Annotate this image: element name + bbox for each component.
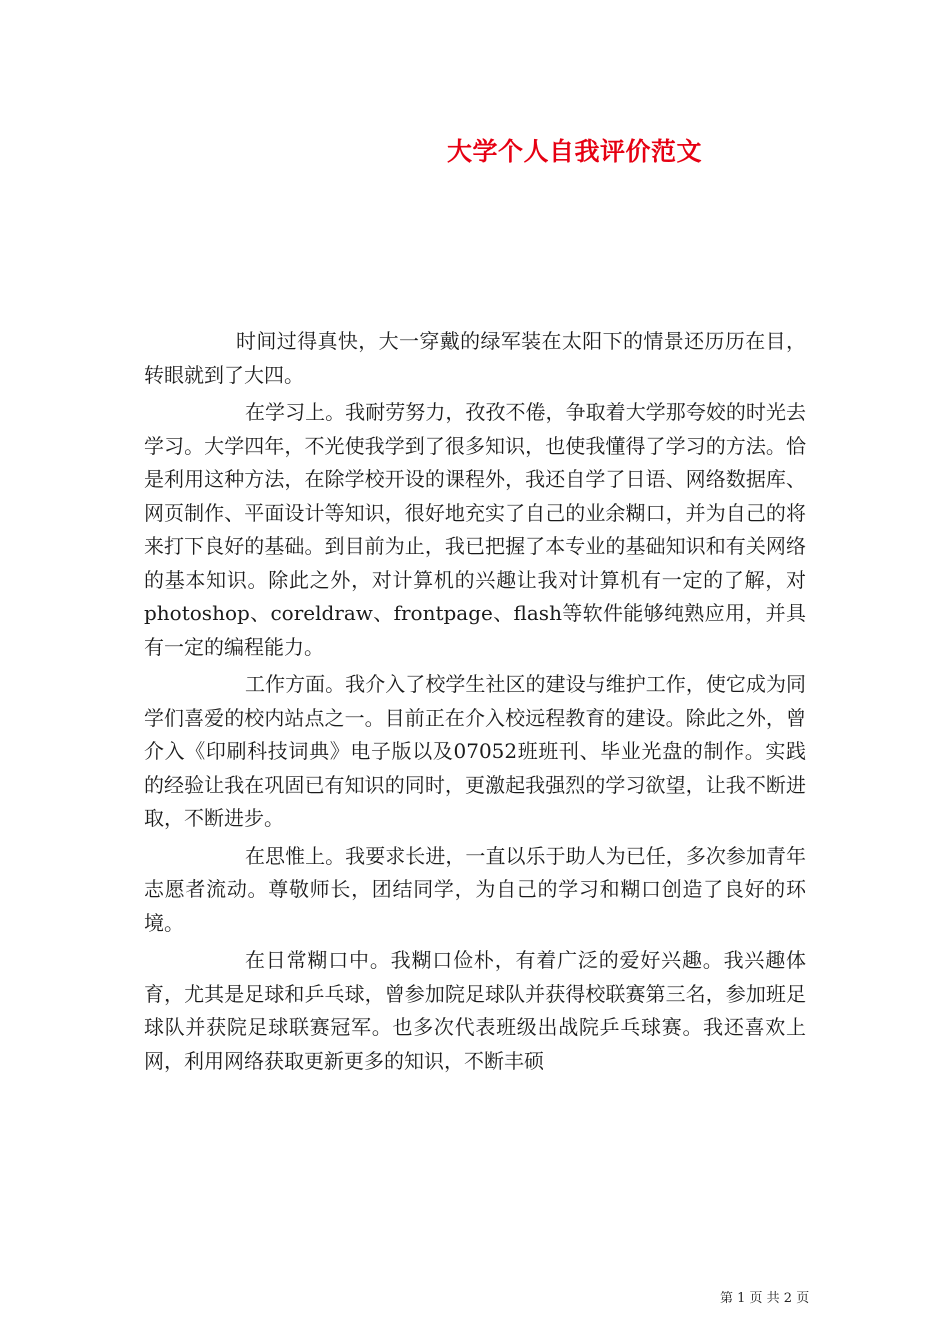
page-number-footer: 第 1 页 共 2 页 (720, 1291, 810, 1306)
paragraph-thought: 在思惟上。我要求长进，一直以乐于助人为已任，多次参加青年志愿者流动。尊敬师长，团结同学，为自己的学习和糊口创造了良好的环境。 (144, 843, 806, 935)
paragraph-work: 工作方面。我介入了校学生社区的建设与维护工作，使它成为同学们喜爱的校内站点之一。目前正在介入校远程教育的建设。除此之外，曾介入《印刷科技词典》电子版以及07052班班刊、毕业光盘的制作。实践的经验让我在巩固已有知识的同时，更激起我强烈的学习欲望，让我不断进取，不断进步。 (144, 672, 806, 830)
document-body (144, 325, 806, 1078)
paragraph-study: 在学习上。我耐劳努力，孜孜不倦，争取着大学那夸姣的时光去学习。大学四年，不光使我学到了很多知识，也使我懂得了学习的方法。恰是利用这种方法，在除学校开设的课程外，我还自学了日语、网络数据库、网页制作、平面设计等知识，很好地充实了自己的业余糊口，并为自己的将来打下良好的基础。到目前为止，我已把握了本专业的基础知识和有关网络的基本知识。除此之外，对计算机的兴趣让我对计算机有一定的了解，对photoshop、coreldraw、frontpage、flash等软件能够纯熟应用，并具有一定的编程能力。 (144, 400, 806, 659)
page-title: 大学个人自我评价范文 (447, 137, 703, 166)
paragraph-daily-life: 在日常糊口中。我糊口俭朴，有着广泛的爱好兴趣。我兴趣体育，尤其是足球和乒乓球，曾参加院足球队并获得校联赛第三名，参加班足球队并获院足球联赛冠军。也多次代表班级出战院乒乓球赛。我还喜欢上网，利用网络获取更新更多的知识，不断丰硕 (144, 948, 806, 1073)
paragraph-intro: 时间过得真快，大一穿戴的绿军装在太阳下的情景还历历在目，转眼就到了大四。 (144, 329, 806, 387)
